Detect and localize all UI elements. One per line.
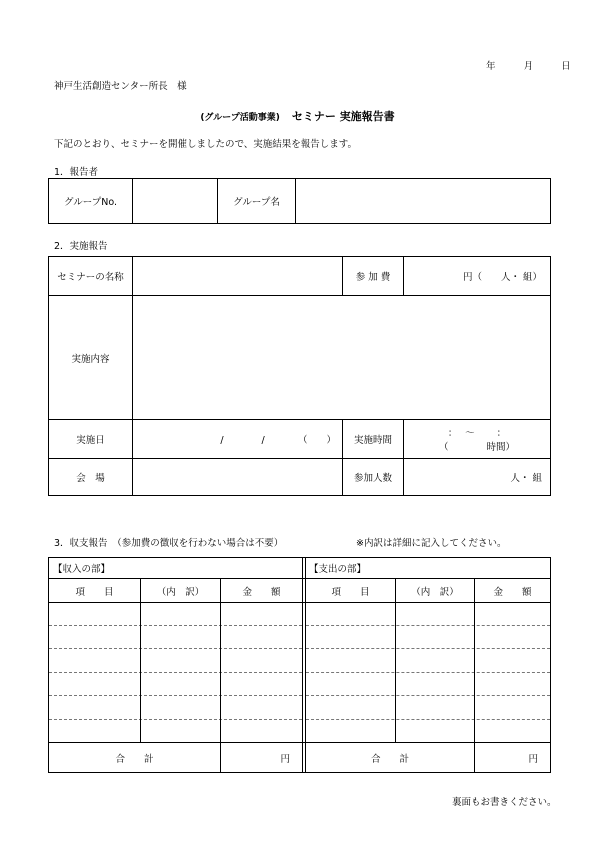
time-duration: （ 時間） <box>438 442 515 453</box>
income-col-breakdown: （内 訳） <box>156 586 205 598</box>
income-col-item: 項 目 <box>75 586 114 598</box>
section3-note: ※内訳は詳細に記入してください。 <box>356 538 507 549</box>
venue-field[interactable] <box>133 459 342 495</box>
group-name-label: グループ名 <box>233 197 280 208</box>
content-field[interactable] <box>133 296 550 419</box>
group-no-field[interactable] <box>133 179 217 223</box>
group-name-field[interactable] <box>296 179 550 223</box>
day-label: 日 <box>561 61 571 72</box>
expense-col-amount: 金 額 <box>493 586 532 598</box>
date-value[interactable]: / / （ ） <box>220 435 336 446</box>
expense-total-label: 合 計 <box>370 753 409 765</box>
report-table <box>48 256 551 496</box>
date-label: 実施日 <box>76 435 105 446</box>
page-title <box>0 108 595 124</box>
time-field[interactable] <box>404 420 550 458</box>
income-total-label: 合 計 <box>115 753 154 765</box>
expense-col-item: 項 目 <box>331 586 370 598</box>
intro-text: 下記のとおり、セミナーを開催しましたので、実施結果を報告します。 <box>54 139 358 150</box>
expense-total-yen[interactable]: 円 <box>528 753 538 765</box>
section1-heading: 1．報告者 <box>54 167 99 178</box>
attendees-label: 参加人数 <box>353 473 392 484</box>
addressee: 神戸生活創造センター所長 様 <box>54 81 187 92</box>
time-range: ： 〜 ： <box>447 428 507 439</box>
year-label: 年 <box>486 61 496 72</box>
date-line <box>486 58 571 72</box>
title-prefix: (グループ活動事業) <box>200 113 280 123</box>
income-col-amount: 金 額 <box>242 586 281 598</box>
time-label: 実施時間 <box>353 435 392 446</box>
title-main: セミナー 実施報告書 <box>291 110 395 123</box>
section3-heading: 3．収支報告 （参加費の徴収を行わない場合は不要） <box>54 538 284 549</box>
seminar-name-field[interactable] <box>133 257 342 295</box>
expense-section-label: 【支出の部】 <box>309 564 367 575</box>
budget-table <box>48 557 551 773</box>
section2-heading: 2．実施報告 <box>54 241 108 252</box>
income-section-label: 【収入の部】 <box>53 564 111 575</box>
footer-note: 裏面もお書きください。 <box>452 797 557 808</box>
seminar-name-label: セミナーの名称 <box>57 272 124 283</box>
fee-value[interactable]: 円（ 人・ 組） <box>462 272 542 283</box>
venue-label: 会 場 <box>76 473 105 484</box>
expense-col-breakdown: （内 訳） <box>411 586 459 598</box>
attendees-value[interactable]: 人・ 組 <box>510 473 542 484</box>
group-no-label: グループNo. <box>63 197 117 208</box>
income-total-yen[interactable]: 円 <box>280 753 290 765</box>
month-label: 月 <box>523 61 534 72</box>
reporter-table <box>48 178 551 224</box>
fee-label: 参 加 費 <box>355 272 391 283</box>
content-label: 実施内容 <box>71 353 110 365</box>
